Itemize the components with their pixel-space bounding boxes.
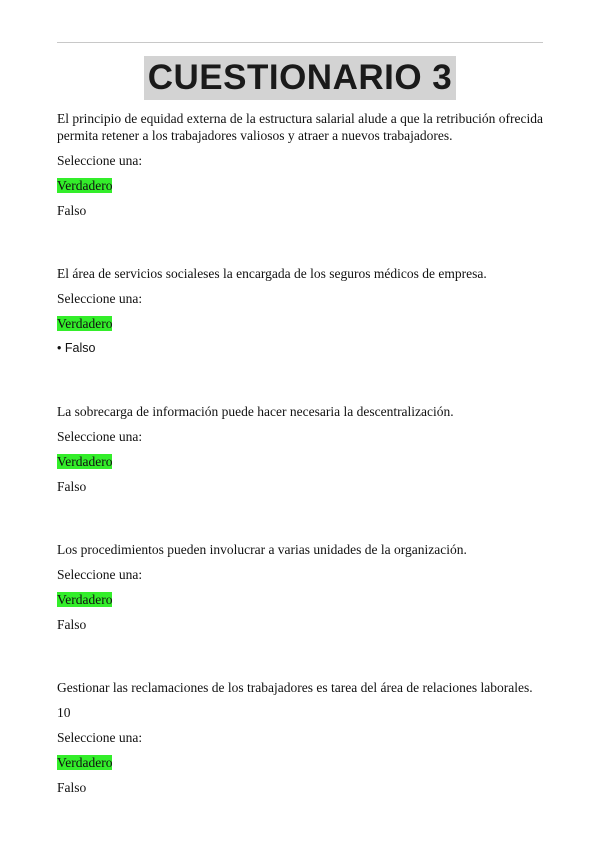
- question-4: [57, 541, 543, 633]
- select-prompt: Seleccione una:: [57, 291, 143, 306]
- option-false-label: Falso: [57, 617, 87, 632]
- questionnaire: [57, 110, 543, 842]
- question-3: [57, 403, 543, 495]
- select-prompt: Seleccione una:: [57, 730, 143, 745]
- question-statement: Los procedimientos pueden involucrar a varias unidades de la organización.: [57, 542, 467, 557]
- question-statement: El área de servicios socialeses la encargada de los seguros médicos de empresa.: [57, 266, 487, 281]
- option-false[interactable]: [57, 340, 543, 357]
- option-true[interactable]: [57, 754, 543, 771]
- option-false-label: Falso: [64, 341, 96, 355]
- top-divider: [57, 42, 543, 43]
- select-prompt: Seleccione una:: [57, 153, 143, 168]
- option-true-label: Verdadero: [57, 454, 113, 469]
- bullet-marker: •: [57, 341, 65, 355]
- option-false-label: Falso: [57, 780, 87, 795]
- question-statement: El principio de equidad externa de la estructura salarial alude a que la retribución ofrecida permita retener a los trabajadores valiosos y atraer a nuevos trabajadores.: [57, 111, 543, 143]
- page-title: CUESTIONARIO 3: [144, 56, 457, 100]
- select-prompt: Seleccione una:: [57, 567, 143, 582]
- option-true-label: Verdadero: [57, 592, 113, 607]
- option-true-label: Verdadero: [57, 316, 113, 331]
- option-false[interactable]: [57, 202, 543, 219]
- title-container: [0, 56, 600, 100]
- option-true[interactable]: [57, 315, 543, 332]
- question-1: [57, 110, 543, 219]
- option-false-label: Falso: [57, 479, 87, 494]
- option-false-label: Falso: [57, 203, 87, 218]
- question-statement: La sobrecarga de información puede hacer necesaria la descentralización.: [57, 404, 454, 419]
- option-false[interactable]: [57, 616, 543, 633]
- question-number: 10: [57, 705, 71, 720]
- option-false[interactable]: [57, 478, 543, 495]
- select-prompt: Seleccione una:: [57, 429, 143, 444]
- option-false[interactable]: [57, 779, 543, 796]
- option-true[interactable]: [57, 177, 543, 194]
- question-5: [57, 679, 543, 796]
- option-true[interactable]: [57, 453, 543, 470]
- question-statement: Gestionar las reclamaciones de los trabajadores es tarea del área de relaciones laborales.: [57, 680, 533, 695]
- option-true-label: Verdadero: [57, 755, 113, 770]
- option-true-label: Verdadero: [57, 178, 113, 193]
- option-true[interactable]: [57, 591, 543, 608]
- question-2: [57, 265, 543, 357]
